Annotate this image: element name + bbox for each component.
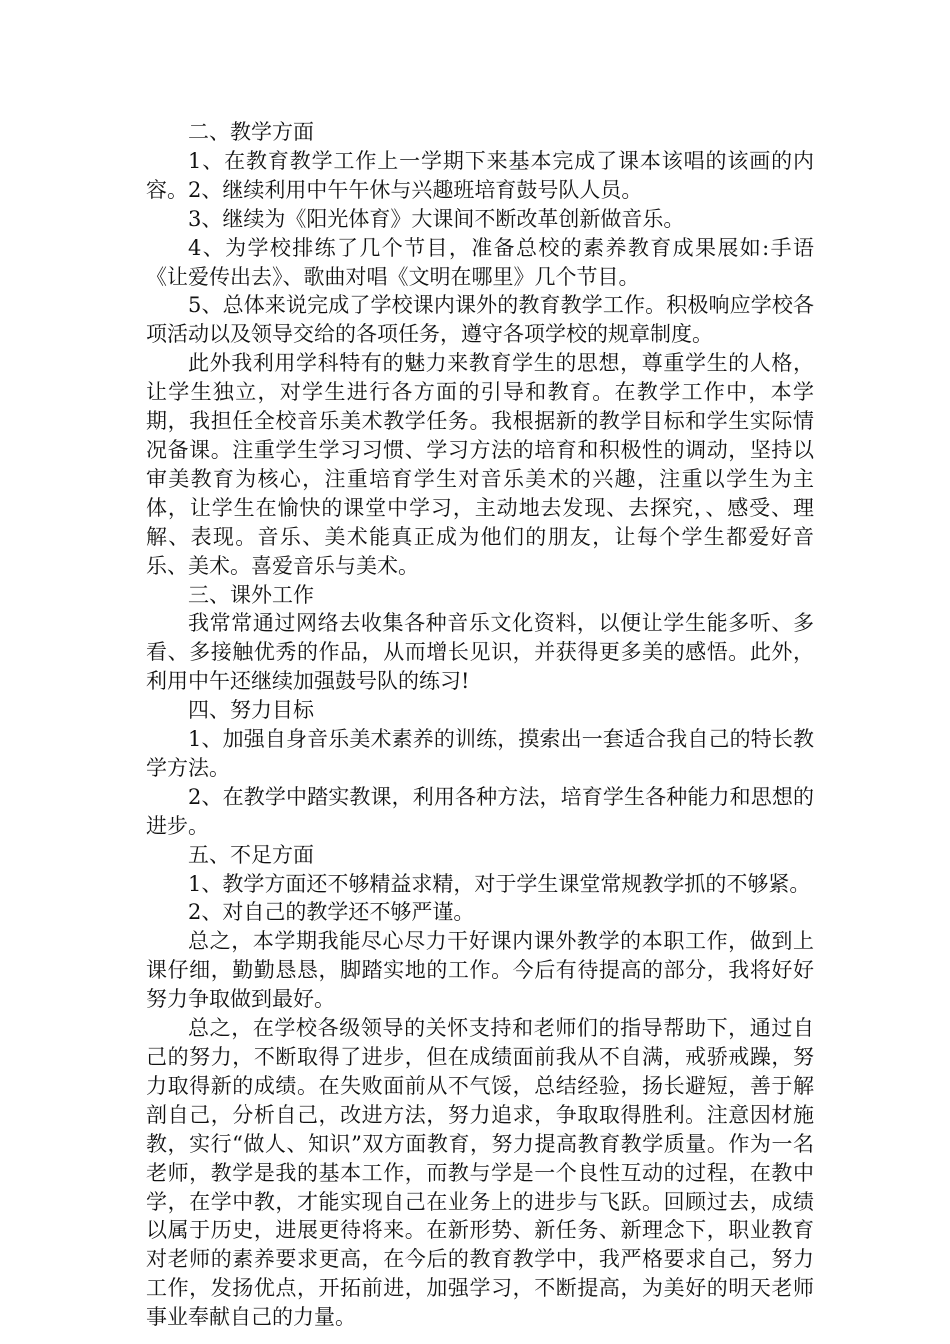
teaching-item-5: 5、总体来说完成了学校课内课外的教育教学工作。积极响应学校各项活动以及领导交给的各项任务，遵守各项学校的规章制度。 — [146, 293, 814, 347]
teaching-item-3: 3、继续为《阳光体育》大课间不断改革创新做音乐。 — [188, 206, 685, 231]
teaching-summary-paragraph: 此外我利用学科特有的魅力来教育学生的思想，尊重学生的人格，让学生独立，对学生进行各方面的引导和教育。在教学工作中，本学期，我担任全校音乐美术教学任务。我根据新的教学目标和学生实际情况备课。注重学生学习习惯、学习方法的培育和积极性的调动，坚持以审美教育为核心，注重培育学生对音乐美术的兴趣，注重以学生为主体，让学生在愉快的课堂中学习，主动地去发现、去探究，、感受、理解、表现。音乐、美术能真正成为他们的朋友，让每个学生都爱好音乐、美术。喜爱音乐与美术。 — [146, 351, 814, 578]
shortcomings-item-2: 2、对自己的教学还不够严谨。 — [188, 900, 475, 925]
teaching-item-4: 4、为学校排练了几个节目，准备总校的素养教育成果展如:手语《让爱传出去》、歌曲对唱《文明在哪里》几个节目。 — [146, 235, 814, 289]
conclusion-paragraph-2: 总之，在学校各级领导的关怀支持和老师们的指导帮助下，通过自己的努力，不断取得了进步，但在成绩面前我从不自满，戒骄戒躁，努力取得新的成绩。在失败面前从不气馁，总结经验，扬长避短，善于解剖自己，分析自己，改进方法，努力追求，争取取得胜利。注意因材施教，实行“做人、知识”双方面教育，努力提高教育教学质量。作为一名老师，教学是我的基本工作，而教与学是一个良性互动的过程，在教中学，在学中教，才能实现自己在业务上的进步与飞跃。回顾过去，成绩以属于历史，进展更待将来。在新形势、新任务、新理念下，职业教育对老师的素养要求更高，在今后的教育教学中，我严格要求自己，努力工作，发扬优点，开拓前进，加强学习，不断提高，为美好的明天老师事业奉献自己的力量。 — [146, 1016, 814, 1330]
shortcomings-item-1: 1、教学方面还不够精益求精，对于学生课堂常规教学抓的不够紧。 — [188, 871, 811, 896]
section-heading-teaching: 二、教学方面 — [188, 120, 314, 144]
section-heading-shortcomings: 五、不足方面 — [188, 842, 314, 867]
goals-item-2: 2、在教学中踏实教课，利用各种方法，培育学生各种能力和思想的进步。 — [146, 784, 814, 838]
conclusion-paragraph-1: 总之，本学期我能尽心尽力干好课内课外教学的本职工作，做到上课仔细，勤勤恳恳，脚踏实地的工作。今后有待提高的部分，我将好好努力争取做到最好。 — [146, 929, 814, 1012]
document-body — [146, 118, 814, 1332]
goals-item-1: 1、加强自身音乐美术素养的训练，摸索出一套适合我自己的特长教学方法。 — [146, 727, 814, 780]
extracurricular-paragraph: 我常常通过网络去收集各种音乐文化资料，以便让学生能多听、多看、多接触优秀的作品，从而增长见识，并获得更多美的感悟。此外，利用中午还继续加强鼓号队的练习! — [146, 611, 814, 694]
teaching-item-1-2: 1、在教育教学工作上一学期下来基本完成了课本该唱的该画的内容。2、继续利用中午午休与兴趣班培育鼓号队人员。 — [146, 148, 814, 202]
section-heading-goals: 四、努力目标 — [188, 698, 314, 723]
section-heading-extracurricular: 三、课外工作 — [188, 582, 314, 607]
